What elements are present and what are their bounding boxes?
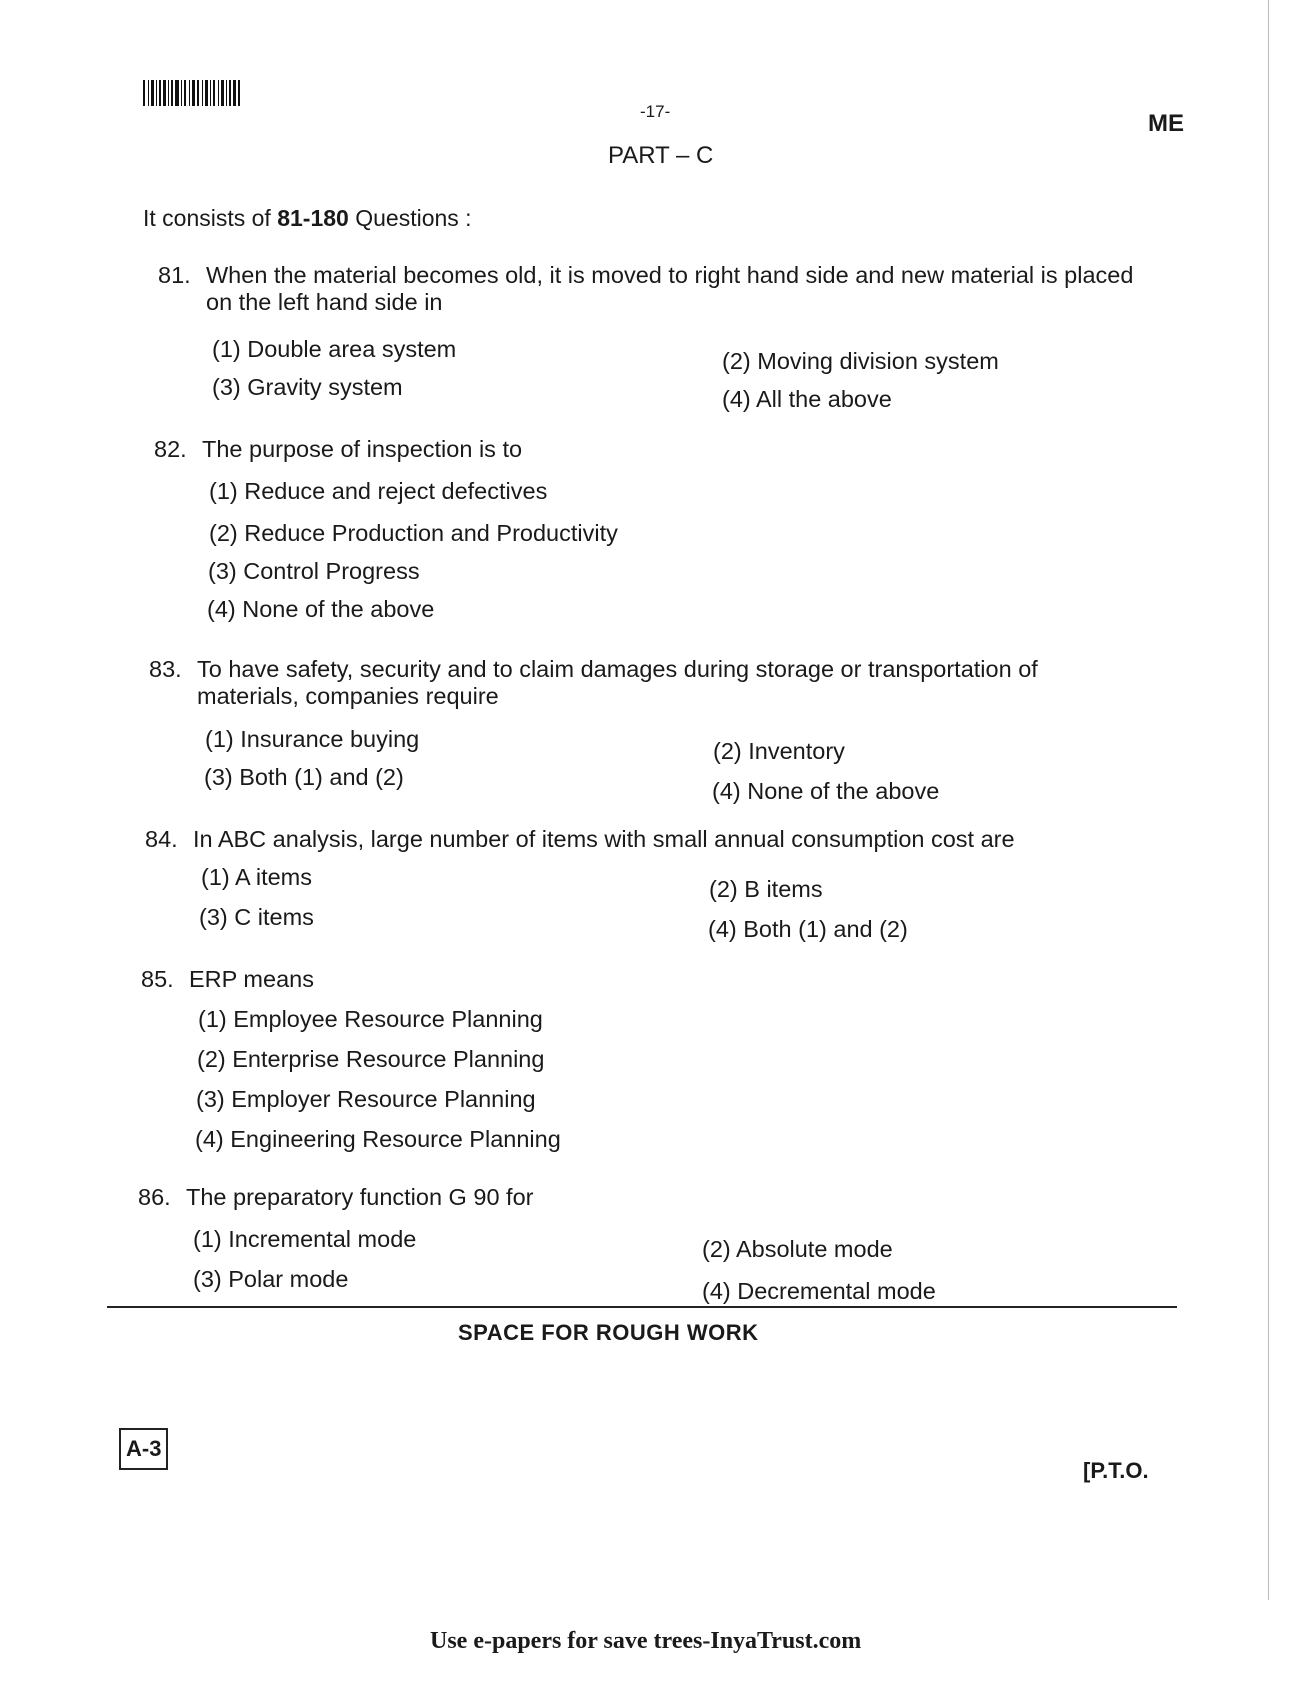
- option: (1) A items: [201, 864, 313, 890]
- option: (3) Both (1) and (2): [204, 764, 404, 790]
- rough-work-heading: SPACE FOR ROUGH WORK: [458, 1320, 759, 1345]
- option: (2) Inventory: [713, 738, 845, 764]
- option: (2) Moving division system: [722, 348, 999, 374]
- question-text: To have safety, security and to claim damages during storage or transportation of materials, companies require: [197, 656, 1038, 709]
- footer-text: Use e-papers for save trees-InyaTrust.com: [430, 1628, 862, 1654]
- option: (4) None of the above: [712, 778, 940, 804]
- question-number: 84.: [145, 826, 178, 852]
- intro-range: 81-180: [277, 205, 349, 231]
- option: (2) Enterprise Resource Planning: [197, 1046, 545, 1072]
- option: (4) All the above: [722, 386, 892, 412]
- option: (2) B items: [709, 876, 823, 902]
- option: (1) Double area system: [212, 336, 457, 362]
- option: (3) Employer Resource Planning: [196, 1086, 536, 1112]
- option: (3) Gravity system: [212, 374, 403, 400]
- option: (4) Decremental mode: [702, 1278, 936, 1304]
- set-code-box: A-3: [119, 1428, 168, 1470]
- question-number: 83.: [149, 656, 182, 682]
- question-text: ERP means: [189, 966, 314, 992]
- subject-code: ME: [1148, 110, 1184, 137]
- page-edge-line: [1268, 0, 1269, 1600]
- option: (3) Polar mode: [193, 1266, 349, 1292]
- question-text: In ABC analysis, large number of items with small annual consumption cost are: [193, 826, 1015, 852]
- question-text: The preparatory function G 90 for: [186, 1184, 534, 1210]
- divider-rule: [107, 1306, 1177, 1308]
- option: (2) Absolute mode: [702, 1236, 893, 1262]
- option: (3) Control Progress: [208, 558, 420, 584]
- question-number: 85.: [141, 966, 174, 992]
- section-intro: [143, 205, 472, 232]
- question-text: When the material becomes old, it is moved to right hand side and new material is placed on the left hand side in: [206, 262, 1134, 315]
- option: (1) Reduce and reject defectives: [209, 478, 548, 504]
- question-number: 81.: [158, 262, 191, 288]
- intro-suffix: Questions :: [348, 205, 472, 231]
- option: (1) Employee Resource Planning: [198, 1006, 543, 1032]
- option: (2) Reduce Production and Productivity: [209, 520, 618, 546]
- question-number: 82.: [154, 436, 187, 462]
- option: (1) Incremental mode: [193, 1226, 417, 1252]
- page-number: -17-: [640, 102, 671, 121]
- option: (4) None of the above: [207, 596, 435, 622]
- option: (1) Insurance buying: [205, 726, 420, 752]
- option: (3) C items: [199, 904, 314, 930]
- question-number: 86.: [138, 1184, 171, 1210]
- barcode: [143, 80, 241, 106]
- question-text: The purpose of inspection is to: [202, 436, 523, 462]
- option: (4) Engineering Resource Planning: [195, 1126, 561, 1152]
- pto-label: [P.T.O.: [1083, 1458, 1149, 1483]
- option: (4) Both (1) and (2): [708, 916, 908, 942]
- intro-prefix: It consists of: [143, 205, 278, 231]
- part-title: PART – C: [608, 142, 714, 169]
